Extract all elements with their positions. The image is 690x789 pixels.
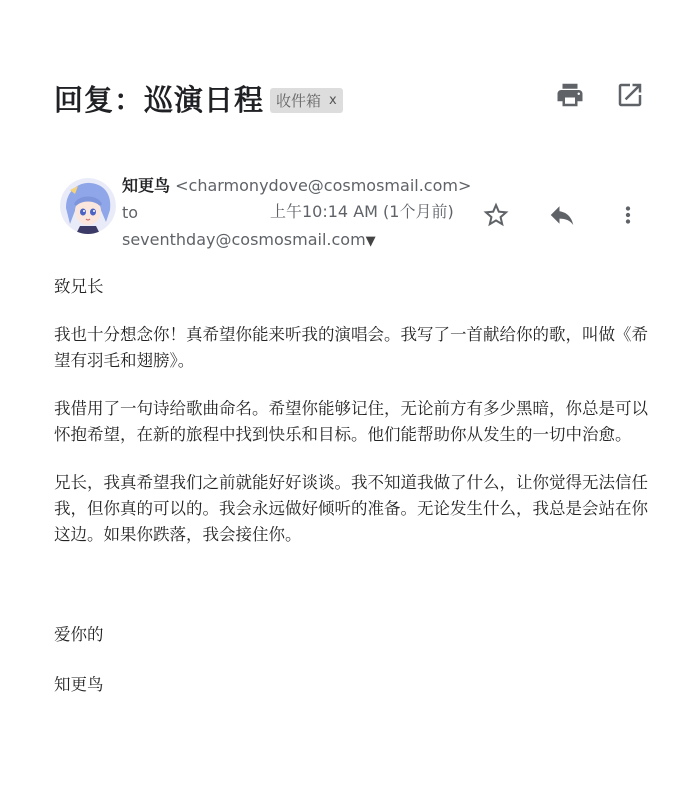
recipient-line [122, 226, 471, 255]
timestamp: 上午10:14 AM (1个月前) [270, 202, 454, 221]
closing: 爱你的 [54, 625, 104, 644]
open-in-new-icon[interactable] [615, 80, 645, 110]
sender-email: <charmonydove@cosmosmail.com> [175, 176, 472, 195]
to-label: to [122, 203, 139, 222]
from-line [122, 172, 471, 199]
star-icon[interactable] [481, 200, 511, 230]
body-paragraph-2: 我借用了一句诗给歌曲命名。希望你能够记住，无论前方有多少黑暗，你总是可以怀抱希望，在新的旅程中找到快乐和目标。他们能帮助你从发生的一切中治愈。 [54, 399, 648, 444]
body-paragraph-3: 兄长，我真希望我们之前就能好好谈谈。我不知道我做了什么，让你觉得无法信任我，但你真的可以的。我会永远做好倾听的准备。无论发生什么，我总是会站在你这边。如果你跌落，我会接住你。 [54, 473, 648, 544]
sender-avatar [60, 178, 116, 234]
avatar-image [60, 178, 116, 234]
print-icon[interactable] [555, 80, 585, 110]
show-details-dropdown[interactable]: ▼ [365, 234, 376, 249]
email-subject: 回复：巡演日程 [54, 83, 265, 117]
subject-row [54, 78, 343, 119]
inbox-label-chip[interactable] [270, 88, 343, 113]
recipient-email: seventhday@cosmosmail.com [122, 230, 366, 249]
greeting: 致兄长 [54, 277, 104, 296]
body-paragraph-1: 我也十分想念你！真希望你能来听我的演唱会。我写了一首献给你的歌，叫做《希望有羽毛和翅膀》。 [54, 325, 648, 370]
label-name: 收件箱 [276, 92, 322, 110]
signature: 知更鸟 [54, 675, 104, 694]
more-vert-icon[interactable] [615, 200, 641, 230]
email-body [54, 274, 654, 698]
remove-label-button[interactable]: x [329, 93, 337, 108]
reply-icon[interactable] [546, 200, 578, 230]
sender-name[interactable]: 知更鸟 [122, 176, 171, 195]
